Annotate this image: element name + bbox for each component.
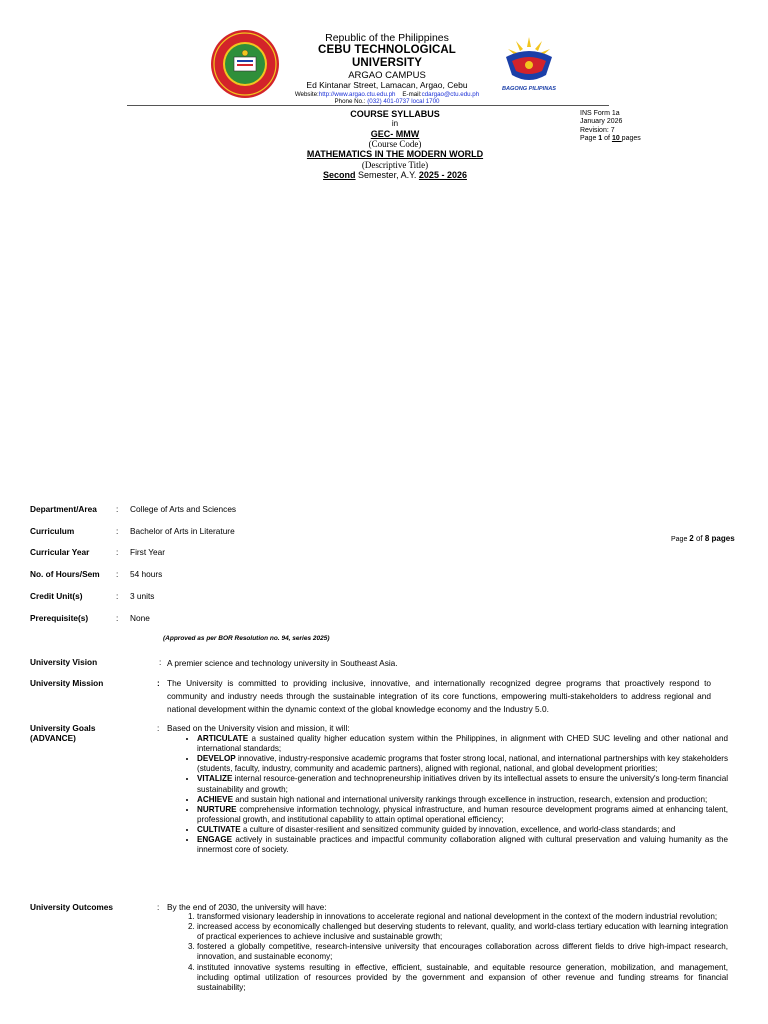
info-row-credit-units [30,591,330,603]
outcome-item: 3. fostered a globally competitive, research-intensive university that encourages collaboration across different fields to drive high-impact research, innovation, and sustainable economy; [197,942,728,962]
info-value: None [130,613,150,623]
goal-keyword: ACHIEVE [197,794,233,804]
goals-colon: : [157,723,160,733]
goal-keyword: CULTIVATE [197,824,241,834]
info-label: Prerequisite(s) [30,613,89,623]
form-page-suffix: pages [621,135,641,143]
goal-text: actively in sustainable practices and impactful community collaboration aligned with cultural preservation and valuing humanity as the innermost core of society. [197,835,728,855]
goals-list [180,734,728,855]
form-page-current: 1 [598,135,603,143]
info-row-curricular-year [30,547,330,559]
republic-line: Republic of the Philippines [325,32,449,44]
approval-note: (Approved as per BOR Resolution no. 94, series 2025) [163,635,330,642]
email-link[interactable]: cdargao@ctu.edu.ph [421,91,480,99]
descriptive-title: MATHEMATICS IN THE MODERN WORLD [306,149,484,160]
goal-keyword: NURTURE [197,804,237,814]
header-divider [127,105,609,106]
form-date: January 2026 [580,118,623,126]
mission-label: University Mission [30,678,104,688]
goal-text: internal resource-generation and technopreneurship initiatives driven by its intellectual assets to ensure the university's long-term financial sustainability and growth; [197,774,728,794]
info-colon: : [116,547,119,557]
outcomes-colon: : [157,902,160,912]
form-info-block [580,110,641,144]
goal-keyword: ENGAGE [197,835,233,845]
page-counter [671,534,735,543]
goal-item [197,734,728,754]
email-label: E-mail: [402,91,422,99]
goal-keyword: ARTICULATE [197,734,249,743]
course-code: GEC- MMW [370,128,420,139]
goal-item [197,835,728,855]
syllabus-title-block [270,109,520,180]
goal-keyword: VITALIZE [197,774,233,784]
info-label: Credit Unit(s) [30,591,83,601]
descriptive-title-label: (Descriptive Title) [361,159,429,170]
goal-text: and sustain high national and international university rankings through excellence in instruction, research, extension and production; [232,794,708,804]
form-page-of: of [602,135,612,143]
form-page [580,135,641,143]
info-value: Bachelor of Arts in Literature [130,526,235,536]
goal-item [197,795,728,805]
form-page-total: 10 [611,135,622,143]
info-value: 3 units [130,591,155,601]
goal-text: a sustained quality higher education system within the Philippines, in alignment with CHED SUC leveling and other national and international standards; [197,734,728,754]
outcome-item: 1. transformed visionary leadership in innovations to accelerate regional and national development in the context of the modern industrial revolution; [197,912,728,922]
website-link[interactable]: http://www.argao.ctu.edu.ph [318,91,396,99]
goal-text: innovative, industry-responsive academic programs that foster strong local, national, and international partnerships with key stakeholders (students, faculty, industry, community and academic partners), aligned with regional, national, and global development priorities; [197,754,728,774]
campus-address: Ed Kintanar Street, Lamacan, Argao, Cebu [306,80,468,91]
university-header [282,32,492,105]
semester-line [270,170,520,180]
title-in: in [391,119,399,129]
form-page-prefix: Page [580,135,599,143]
course-code-label: (Course Code) [368,138,422,149]
website-label: Website: [294,91,319,99]
info-value: 54 hours [130,569,163,579]
vision-text: A premier science and technology university in Southeast Asia. [167,658,398,668]
goal-item [197,774,728,794]
semester-word: Second [323,169,356,180]
academic-year: 2025 - 2026 [418,169,467,180]
info-row-hours [30,569,330,581]
mission-colon: : [157,678,160,688]
goal-text: a culture of disaster-resilient and sensitized community guided by innovation, excellence, and world-class standards; and [240,824,676,834]
outcomes-list [180,912,728,993]
phone-label: Phone No.: [334,98,366,106]
goal-text: comprehensive information technology, physical infrastructure, and human resource development programs aimed at enhancing talent, professional growth, and institutional capability to attain optimal operational efficiency; [197,804,728,824]
info-row-prerequisites [30,613,330,625]
mission-text: The University is committed to providing inclusive, innovative, and internationally recognized degree programs that proactively respond to community and industry needs through the sustainable integration of its core functions, empowering multi-stakeholders to address regional and national development within the dynamic context of the global knowledge economy and the Industry 5.0. [167,678,711,714]
info-label: Curriculum [30,526,75,536]
info-value: College of Arts and Sciences [130,504,237,514]
info-value: First Year [130,547,166,557]
page-word: Page [671,536,690,543]
outcomes-intro: By the end of 2030, the university will have: [167,902,327,912]
outcomes-label: University Outcomes [30,902,113,912]
info-label: Department/Area [30,504,97,514]
form-revision: Revision: 7 [580,126,615,134]
info-row-department [30,504,330,516]
goals-intro: Based on the University vision and mission, it will: [167,723,350,733]
goal-item [197,754,728,774]
page-total: 8 pages [704,534,735,543]
form-number: INS Form 1a [580,110,620,117]
goal-item [197,825,728,835]
page-of-word: of [693,534,705,543]
goals-label-line1: University Goals [30,723,96,733]
outcome-item: 2. increased access by economically challenged but deserving students to relevant, quality, and world-class tertiary education with learning integration of practical experiences to achieve inclusive and sustainable growth; [197,922,728,942]
info-colon: : [116,526,119,536]
university-seal-logo [210,29,280,99]
university-name: CEBU TECHNOLOGICAL UNIVERSITY [318,44,456,70]
phone-number: (032) 401-0737 local 1700 [367,98,440,106]
info-label: Curricular Year [30,547,90,557]
goals-label-line2: (ADVANCE) [30,733,76,744]
contact-line [282,91,492,98]
vision-colon: : [159,657,162,667]
vision-label: University Vision [30,657,98,667]
campus-name: ARGAO CAMPUS [348,69,426,81]
info-colon: : [116,591,119,601]
document-title: COURSE SYLLABUS [350,109,440,119]
goals-label [30,723,95,744]
bagong-pilipinas-text: BAGONG PILIPINAS [501,86,557,92]
semester-rest: Semester, A.Y. [355,169,419,180]
info-colon: : [116,504,119,514]
goal-item [197,805,728,825]
info-colon: : [116,569,119,579]
info-row-curriculum [30,526,330,538]
outcome-item: 4. instituted innovative systems resulting in effective, efficient, sustainable, and equitable resource generation, mobilization, and management, including optimal utilization of resources provided by the government and expansion of other revenue and funding streams for financial sustainability; [197,963,728,993]
info-colon: : [116,613,119,623]
goal-keyword: DEVELOP [197,754,236,764]
info-label: No. of Hours/Sem [30,569,100,579]
page-current: 2 [689,534,694,543]
